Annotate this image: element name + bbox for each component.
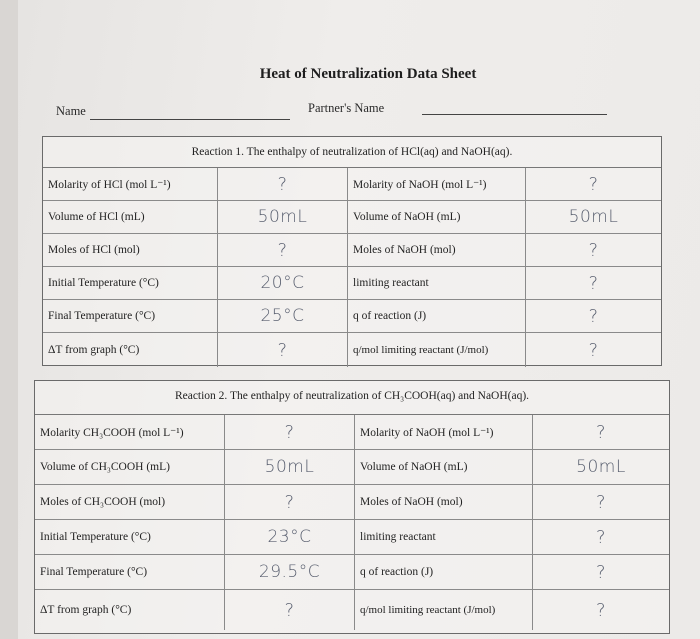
handwritten-value[interactable]: ? <box>588 272 599 294</box>
table-row <box>43 300 661 333</box>
handwritten-value[interactable]: ? <box>225 415 355 449</box>
handwritten-value[interactable]: ? <box>588 339 599 361</box>
handwritten-value[interactable]: ? <box>218 234 348 266</box>
row-label: Final Temperature (°C) <box>43 300 218 332</box>
row-label: ΔT from graph (°C) <box>35 590 225 630</box>
table-row <box>35 590 669 630</box>
table-row <box>43 234 661 267</box>
handwritten-value[interactable]: ? <box>588 239 599 261</box>
handwritten-value[interactable]: ? <box>218 168 348 200</box>
reaction-1-caption: Reaction 1. The enthalpy of neutralization of HCl(aq) and NaOH(aq). <box>191 146 513 158</box>
row-label: Initial Temperature (°C) <box>35 520 225 554</box>
reaction-1-table <box>42 136 662 366</box>
reaction-2-table <box>34 380 670 634</box>
row-label: Final Temperature (°C) <box>35 555 225 589</box>
handwritten-value[interactable]: 25°C <box>218 300 348 332</box>
row-label: Volume of NaOH (mL) <box>348 201 526 233</box>
reaction-1-grid <box>43 167 661 367</box>
row-label: Molarity of NaOH (mol L⁻¹) <box>355 415 533 449</box>
handwritten-value[interactable]: ? <box>595 491 607 513</box>
row-label: limiting reactant <box>348 267 526 299</box>
handwritten-value[interactable]: 29.5°C <box>225 555 355 589</box>
handwritten-value[interactable]: 50mL <box>225 450 355 484</box>
row-label: Initial Temperature (°C) <box>43 267 218 299</box>
table-row <box>35 450 669 485</box>
table-row <box>43 267 661 300</box>
row-label: ΔT from graph (°C) <box>43 333 218 367</box>
table-row <box>43 168 661 201</box>
row-label: q/mol limiting reactant (J/mol) <box>348 333 526 367</box>
row-label: Molarity CH₃COOH (mol L⁻¹) <box>35 415 225 449</box>
partner-name-field-line[interactable] <box>422 114 607 115</box>
table-row <box>43 333 661 367</box>
handwritten-value[interactable]: ? <box>595 421 607 443</box>
table-row <box>35 415 669 450</box>
handwritten-value[interactable]: 50mL <box>218 201 348 233</box>
row-label: Molarity of NaOH (mol L⁻¹) <box>348 168 526 200</box>
handwritten-value[interactable]: ? <box>588 305 599 327</box>
handwritten-value[interactable]: 23°C <box>225 520 355 554</box>
page-title: Heat of Neutralization Data Sheet <box>259 66 477 82</box>
handwritten-value[interactable]: ? <box>595 599 607 621</box>
row-label: q of reaction (J) <box>348 300 526 332</box>
handwritten-value[interactable]: ? <box>218 333 348 367</box>
data-sheet-page <box>18 0 700 639</box>
handwritten-value[interactable]: ? <box>588 173 599 195</box>
table-row <box>35 485 669 520</box>
row-label: Moles of NaOH (mol) <box>355 485 533 519</box>
name-field-line[interactable] <box>90 119 290 120</box>
row-label: Molarity of HCl (mol L⁻¹) <box>43 168 218 200</box>
row-label: Volume of CH₃COOH (mL) <box>35 450 225 484</box>
handwritten-value[interactable]: ? <box>225 485 355 519</box>
handwritten-value[interactable]: ? <box>225 590 355 630</box>
row-label: q/mol limiting reactant (J/mol) <box>355 590 533 630</box>
row-label: Volume of NaOH (mL) <box>355 450 533 484</box>
row-label: q of reaction (J) <box>355 555 533 589</box>
table-row <box>35 520 669 555</box>
row-label: Volume of HCl (mL) <box>43 201 218 233</box>
handwritten-value[interactable]: 20°C <box>218 267 348 299</box>
table-row <box>43 201 661 234</box>
partner-name-label: Partner's Name <box>308 101 385 115</box>
handwritten-value[interactable]: ? <box>595 526 607 548</box>
row-label: Moles of NaOH (mol) <box>348 234 526 266</box>
handwritten-value[interactable]: 50mL <box>568 207 619 227</box>
handwritten-value[interactable]: 50mL <box>576 457 626 477</box>
name-label: Name <box>56 104 86 118</box>
reaction-2-caption: Reaction 2. The enthalpy of neutralization of CH₃COOH(aq) and NaOH(aq). <box>174 390 530 402</box>
row-label: limiting reactant <box>355 520 533 554</box>
reaction-2-grid <box>35 414 669 630</box>
handwritten-value[interactable]: ? <box>595 561 607 583</box>
row-label: Moles of CH₃COOH (mol) <box>35 485 225 519</box>
row-label: Moles of HCl (mol) <box>43 234 218 266</box>
table-row <box>35 555 669 590</box>
